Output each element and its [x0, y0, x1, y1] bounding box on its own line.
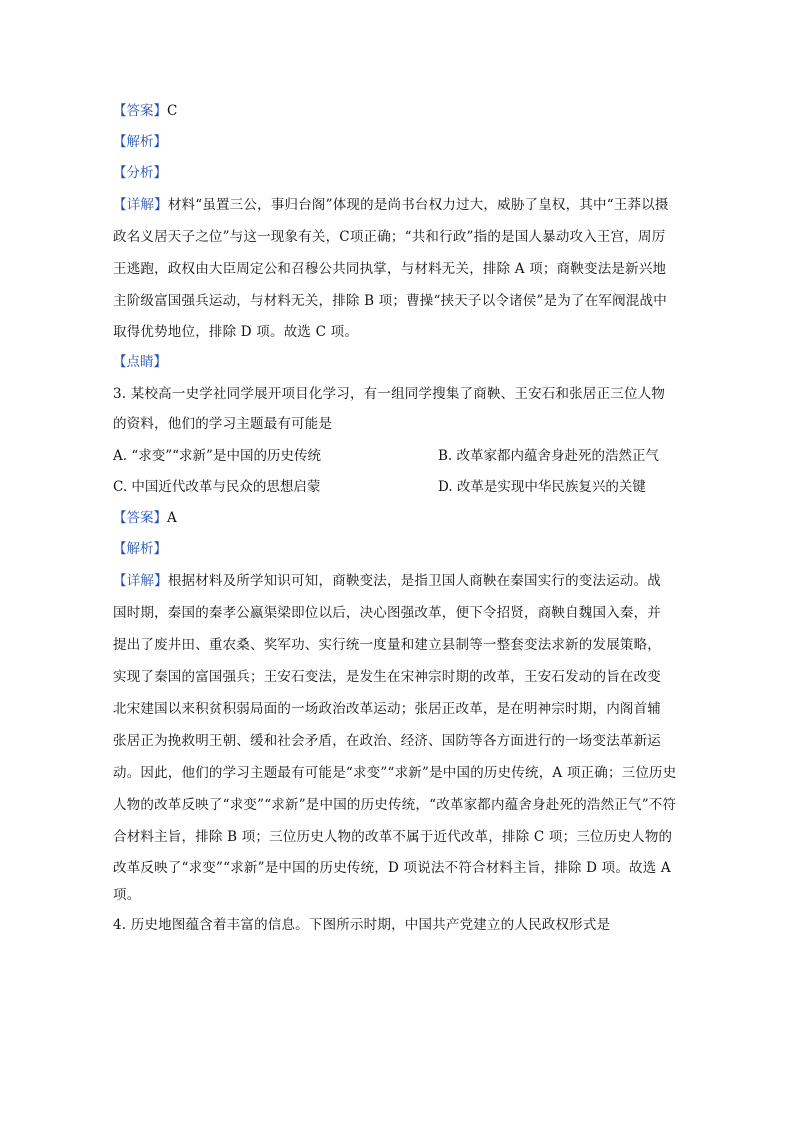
q2-fenxi-tag: 【分析】	[113, 165, 167, 181]
q3-detail-line-3: 提出了废井田、重农桑、奖军功、实行统一度量和建立县制等一整套变法求新的发展策略，	[113, 637, 661, 653]
q3-detail-line-2: 国时期，秦国的秦孝公嬴渠梁即位以后，决心图强改革，便下令招贤，商鞅自魏国入秦，并	[113, 605, 661, 621]
q3-detail-tag: 【详解】	[113, 573, 168, 589]
q2-analysis-tag: 【解析】	[113, 134, 167, 150]
q2-detail-line-5: 取得优势地位，排除 D 项。故选 C 项。	[113, 324, 359, 340]
q2-detail-line-2: 政名义居天子之位”与这一现象有关，C项正确；“共和行政”指的是国人暴动攻入王宫，周厉	[113, 229, 666, 245]
q3-stem-line-2: 的资料，他们的学习主题最有可能是	[113, 416, 333, 432]
q3-detail-text-1: 根据材料及所学知识可知，商鞅变法，是指卫国人商鞅在秦国实行的变法运动。战	[167, 573, 662, 589]
q3-answer-line	[113, 508, 683, 528]
q3-detail-line-11: 项。	[113, 887, 141, 903]
q3-option-a: A. “求变”“求新”是中国的历史传统	[113, 448, 321, 464]
q3-detail-line-8: 人物的改革反映了“求变”“求新”是中国的历史传统，“改革家都内蕴舍身赴死的浩然正气”不符	[113, 797, 677, 813]
q3-analysis-tag: 【解析】	[113, 541, 167, 557]
q2-detail-line-4: 主阶级富国强兵运动，与材料无关，排除 B 项；曹操“挟天子以令诸侯”是为了在军阀混战中	[113, 293, 667, 309]
q4-stem: 4. 历史地图蕴含着丰富的信息。下图所示时期，中国共产党建立的人民政权形式是	[113, 917, 611, 933]
q2-detail-text-1: 材料“虽置三公，事归台阁”体现的是尚书台权力过大，威胁了皇权，其中“王莽以摄	[167, 197, 669, 213]
q3-detail-line-7: 动。因此，他们的学习主题最有可能是“求变”“求新”是中国的历史传统，A 项正确；三位历史	[113, 765, 677, 781]
q3-detail-line-9: 合材料主旨，排除 B 项；三位历史人物的改革不属于近代改革，排除 C 项；三位历史人物的	[113, 829, 673, 845]
q3-answer-tag: 【答案】	[113, 510, 167, 526]
q2-detail-tag: 【详解】	[113, 197, 168, 213]
q3-detail-line-5: 北宋建国以来积贫积弱局面的一场政治改革运动；张居正改革，是在明神宗时期，内阁首辅	[113, 701, 661, 717]
q2-detail-line-1	[113, 195, 683, 215]
q3-option-d: D. 改革是实现中华民族复兴的关键	[438, 479, 646, 495]
q3-detail-line-1	[113, 571, 683, 591]
q3-detail-line-6: 张居正为挽救明王朝、缓和社会矛盾，在政治、经济、国防等各方面进行的一场变法革新运	[113, 733, 661, 749]
q3-option-c: C. 中国近代改革与民众的思想启蒙	[113, 479, 321, 495]
q2-answer-value: C	[167, 103, 178, 119]
q2-answer-tag: 【答案】	[113, 103, 167, 119]
q3-detail-line-4: 实现了秦国的富国强兵；王安石变法，是发生在宋神宗时期的改革，王安石发动的旨在改变	[113, 669, 661, 685]
q3-option-b: B. 改革家都内蕴舍身赴死的浩然正气	[438, 448, 660, 464]
q2-detail-line-3: 王逃跑，政权由大臣周定公和召穆公共同执掌，与材料无关，排除 A 项；商鞅变法是新兴地	[113, 261, 667, 277]
q3-answer-value: A	[167, 510, 177, 526]
q2-answer-line	[113, 101, 683, 121]
q2-dianjing-tag: 【点睛】	[113, 354, 167, 370]
q3-stem-line-1: 3. 某校高一史学社同学展开项目化学习，有一组同学搜集了商鞅、王安石和张居正三位人物	[113, 386, 666, 402]
q3-detail-line-10: 改革反映了“求变”“求新”是中国的历史传统，D 项说法不符合材料主旨，排除 D 项。故选 A	[113, 860, 671, 876]
